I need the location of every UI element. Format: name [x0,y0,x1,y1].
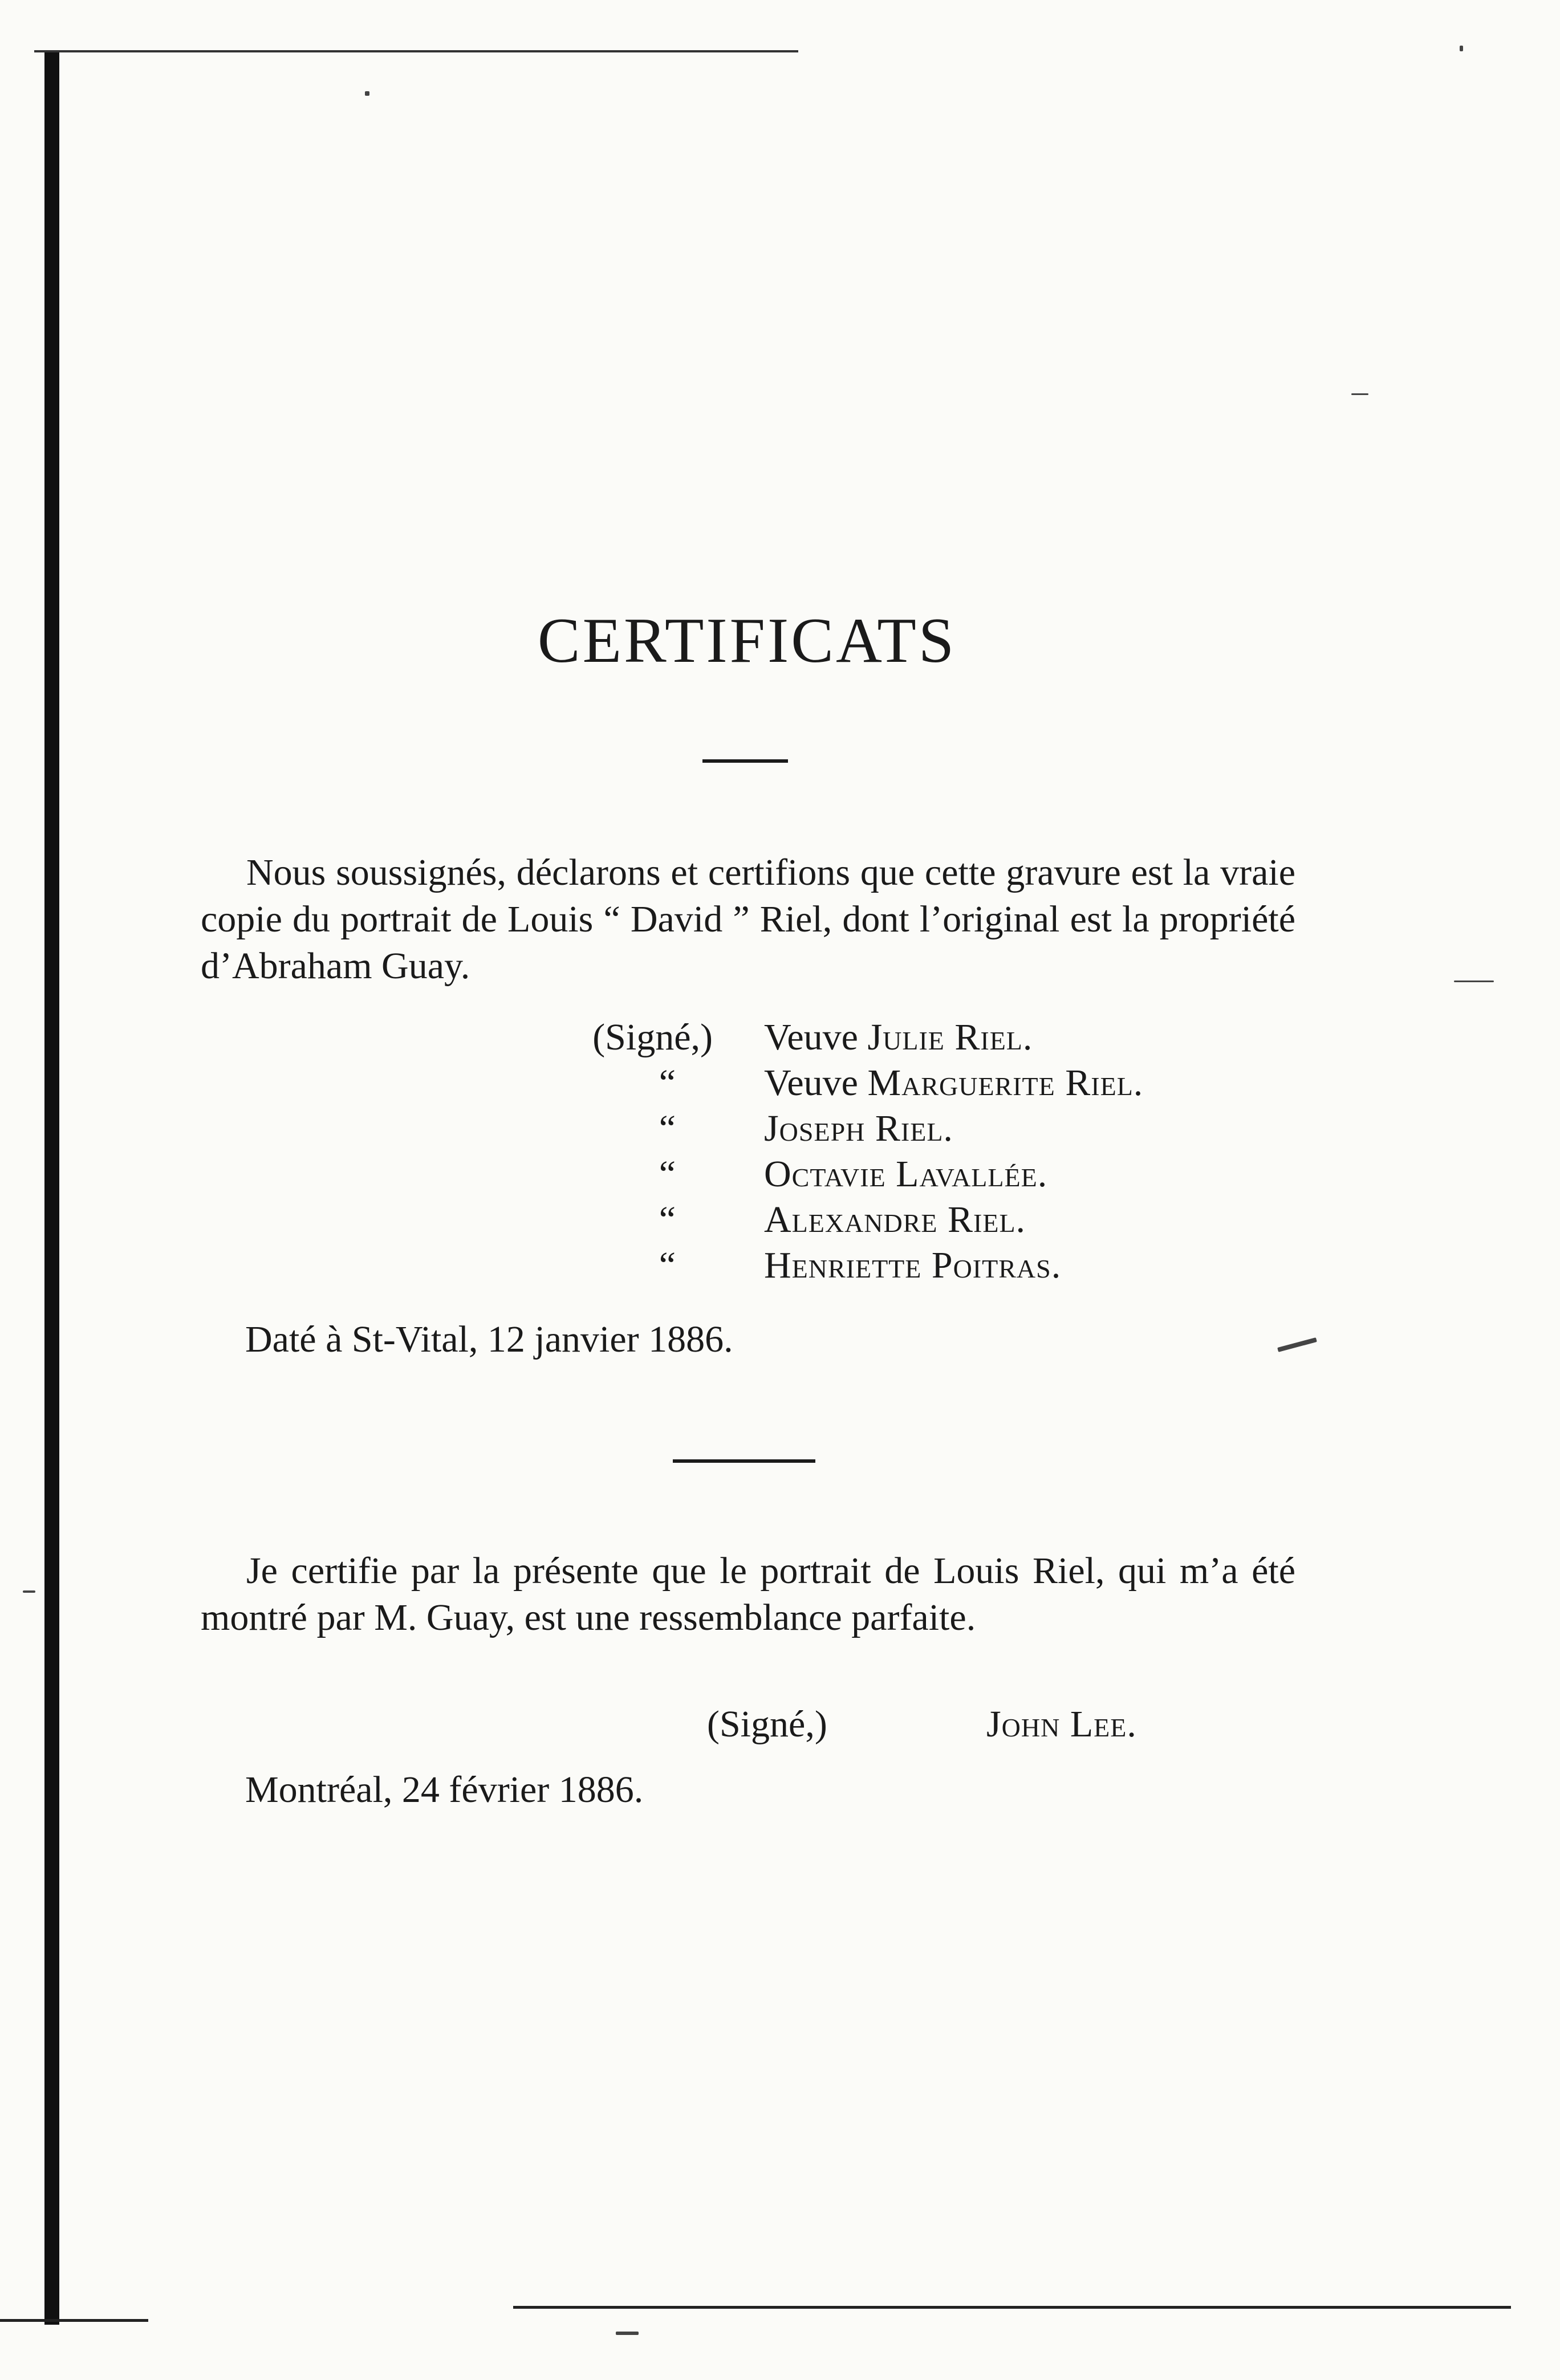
signatory-row [519,1243,1329,1288]
certificate-2-text: Je certifie par la présente que le portrait de Louis Riel, qui m’a été montré par M. Guay, est une ressemblance parfaite. [201,1550,1295,1638]
signatory-name: Octavie Lavallée. [764,1153,1048,1195]
signatory-row [519,1060,1329,1106]
bottom-left-scan-line [0,2319,148,2322]
ditto-mark: “ [659,1244,676,1286]
signatory-row [519,1015,1329,1060]
signatory-row [519,1106,1329,1152]
signed-label: (Signé,) [707,1703,827,1745]
ditto-mark: “ [659,1108,676,1149]
section-divider [673,1459,815,1463]
scan-speck [1351,393,1368,395]
certificate-2-signature [707,1702,1137,1747]
page-title: CERTIFICATS [537,605,957,676]
scan-speck [616,2332,639,2335]
certificate-2-dateline: Montréal, 24 février 1886. [245,1769,644,1811]
scan-speck [1460,46,1463,51]
signatory-name: Henriette Poitras. [764,1244,1062,1286]
certificate-1-dateline: Daté à St-Vital, 12 janvier 1886. [245,1319,733,1360]
binding-edge [44,50,59,2325]
signatory-name: Alexandre Riel. [764,1199,1026,1240]
title-divider [702,759,788,763]
signatory-name: Joseph Riel. [764,1108,953,1149]
certificate-1-text: Nous soussignés, déclarons et certifions que cette gravure est la vraie copie du portrait de Louis “ David ” Riel, dont l’original est la propriété d’Abraham Guay. [201,852,1295,987]
signatory-row [519,1152,1329,1197]
signatory-name: John Lee. [986,1703,1137,1745]
scan-speck [23,1590,35,1593]
ditto-mark: “ [659,1199,676,1240]
ditto-mark: “ [659,1153,676,1195]
signatory-name: Veuve Marguerite Riel. [764,1062,1144,1104]
signatory-row [519,1197,1329,1243]
scan-speck [1277,1337,1317,1352]
signatory-name: Veuve Julie Riel. [764,1016,1033,1058]
scan-speck [365,91,369,96]
signatory-list [519,1015,1329,1288]
scan-speck [1454,981,1494,982]
top-scan-line [34,50,798,52]
signed-label: (Signé,) [592,1016,713,1058]
ditto-mark: “ [659,1062,676,1104]
bottom-scan-line [513,2306,1511,2309]
